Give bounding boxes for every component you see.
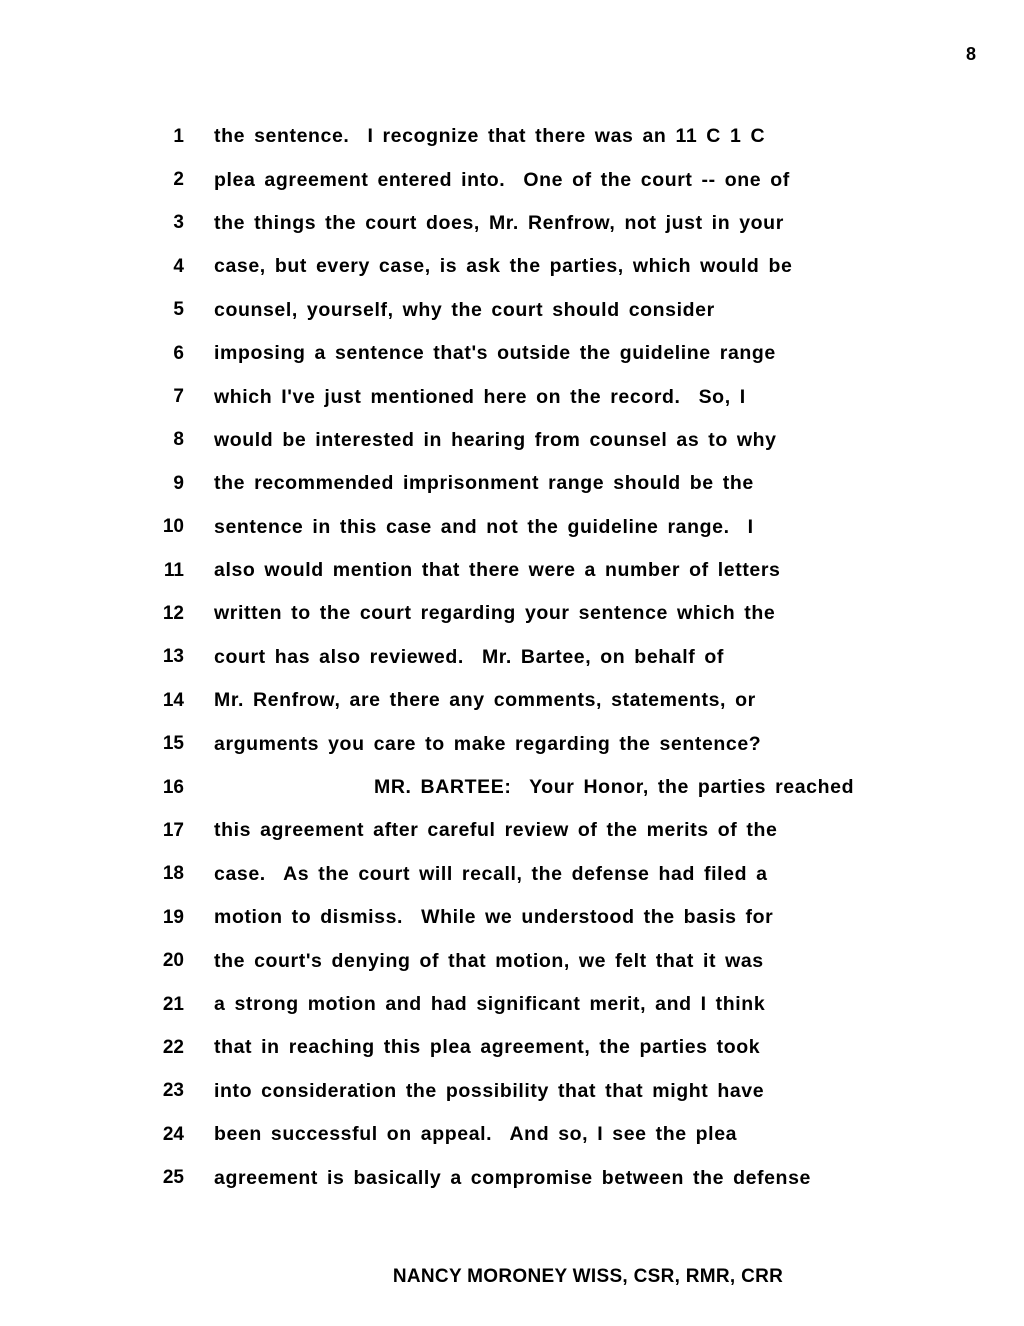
line-text: been successful on appeal. And so, I see the plea	[214, 1123, 738, 1146]
line-text: into consideration the possibility that that might have	[214, 1079, 765, 1102]
transcript-line	[140, 245, 1000, 288]
line-number: 14	[162, 689, 184, 711]
line-number: 11	[163, 559, 184, 581]
line-text: court has also reviewed. Mr. Bartee, on behalf of	[214, 645, 724, 668]
page-number: 8	[965, 44, 976, 64]
transcript-line	[140, 766, 1000, 809]
line-number: 1	[173, 125, 184, 147]
line-text: the recommended imprisonment range should be the	[214, 472, 754, 495]
transcript-line	[140, 462, 1000, 505]
line-text: a strong motion and had significant merit, and I think	[214, 993, 766, 1015]
line-number: 24	[162, 1123, 184, 1145]
line-number: 15	[162, 733, 184, 755]
transcript-line	[140, 419, 1000, 462]
line-text: case. As the court will recall, the defense had filed a	[214, 862, 768, 885]
line-text: arguments you care to make regarding the sentence?	[214, 732, 762, 755]
transcript-line	[140, 1113, 1000, 1156]
transcript-line	[140, 939, 1000, 982]
line-text: that in reaching this plea agreement, the parties took	[214, 1036, 761, 1059]
line-text: which I've just mentioned here on the record. So, I	[214, 385, 746, 408]
line-text: sentence in this case and not the guideline range. I	[214, 515, 754, 538]
line-text: motion to dismiss. While we understood the basis for	[214, 906, 774, 929]
line-number: 8	[173, 429, 184, 451]
transcript-line	[140, 332, 1000, 375]
reporter-credentials: NANCY MORONEY WISS, CSR, RMR, CRR	[392, 1266, 784, 1287]
line-text: the things the court does, Mr. Renfrow, not just in your	[214, 211, 784, 234]
transcript-line	[140, 896, 1000, 939]
transcript-line	[140, 549, 1000, 592]
transcript-line	[140, 983, 1000, 1026]
line-number: 19	[162, 906, 184, 928]
line-number: 13	[162, 646, 184, 668]
line-number: 6	[173, 342, 184, 364]
line-number: 23	[162, 1080, 184, 1102]
line-text: also would mention that there were a number of letters	[214, 559, 781, 582]
line-text: plea agreement entered into. One of the court -- one of	[214, 168, 790, 191]
speaker-line-text: MR. BARTEE: Your Honor, the parties reached	[374, 776, 855, 799]
transcript-line	[140, 115, 1000, 158]
transcript-line	[140, 809, 1000, 852]
line-number: 2	[173, 169, 184, 191]
line-text: agreement is basically a compromise between the defense	[214, 1166, 811, 1189]
line-text: the court's denying of that motion, we felt that it was	[214, 949, 764, 972]
line-number: 20	[162, 950, 184, 972]
line-number: 16	[162, 776, 184, 798]
transcript-line	[140, 1156, 1000, 1199]
transcript-line	[140, 506, 1000, 549]
transcript-line	[140, 592, 1000, 635]
transcript-line	[140, 1070, 1000, 1113]
transcript-line	[140, 1026, 1000, 1069]
line-text: the sentence. I recognize that there was an 11 C 1 C	[214, 125, 766, 148]
line-number: 25	[162, 1167, 184, 1189]
line-text: case, but every case, is ask the parties, which would be	[214, 255, 793, 278]
line-number: 22	[162, 1036, 184, 1058]
line-number: 3	[173, 212, 184, 234]
transcript-line	[140, 375, 1000, 418]
line-number: 10	[162, 516, 184, 538]
line-text: counsel, yourself, why the court should consider	[214, 298, 715, 321]
transcript-line	[140, 679, 1000, 722]
line-text: this agreement after careful review of the merits of the	[214, 819, 778, 842]
transcript-line	[140, 202, 1000, 245]
reporter-footer	[0, 1266, 1024, 1288]
line-number: 5	[173, 299, 184, 321]
line-number: 17	[162, 819, 184, 841]
transcript-line	[140, 289, 1000, 332]
transcript-line	[140, 158, 1000, 201]
line-text: would be interested in hearing from counsel as to why	[214, 428, 777, 451]
line-text: Mr. Renfrow, are there any comments, statements, or	[214, 689, 756, 712]
line-number: 4	[173, 255, 184, 277]
transcript-line	[140, 636, 1000, 679]
line-text: written to the court regarding your sentence which the	[214, 602, 776, 625]
transcript-lines	[140, 115, 1000, 1200]
transcript-line	[140, 722, 1000, 765]
line-number: 21	[162, 993, 184, 1015]
line-number: 18	[162, 863, 184, 885]
line-text: imposing a sentence that's outside the guideline range	[214, 342, 776, 365]
transcript-line	[140, 853, 1000, 896]
line-number: 7	[173, 386, 184, 408]
line-number: 9	[173, 472, 184, 494]
line-number: 12	[162, 602, 184, 624]
